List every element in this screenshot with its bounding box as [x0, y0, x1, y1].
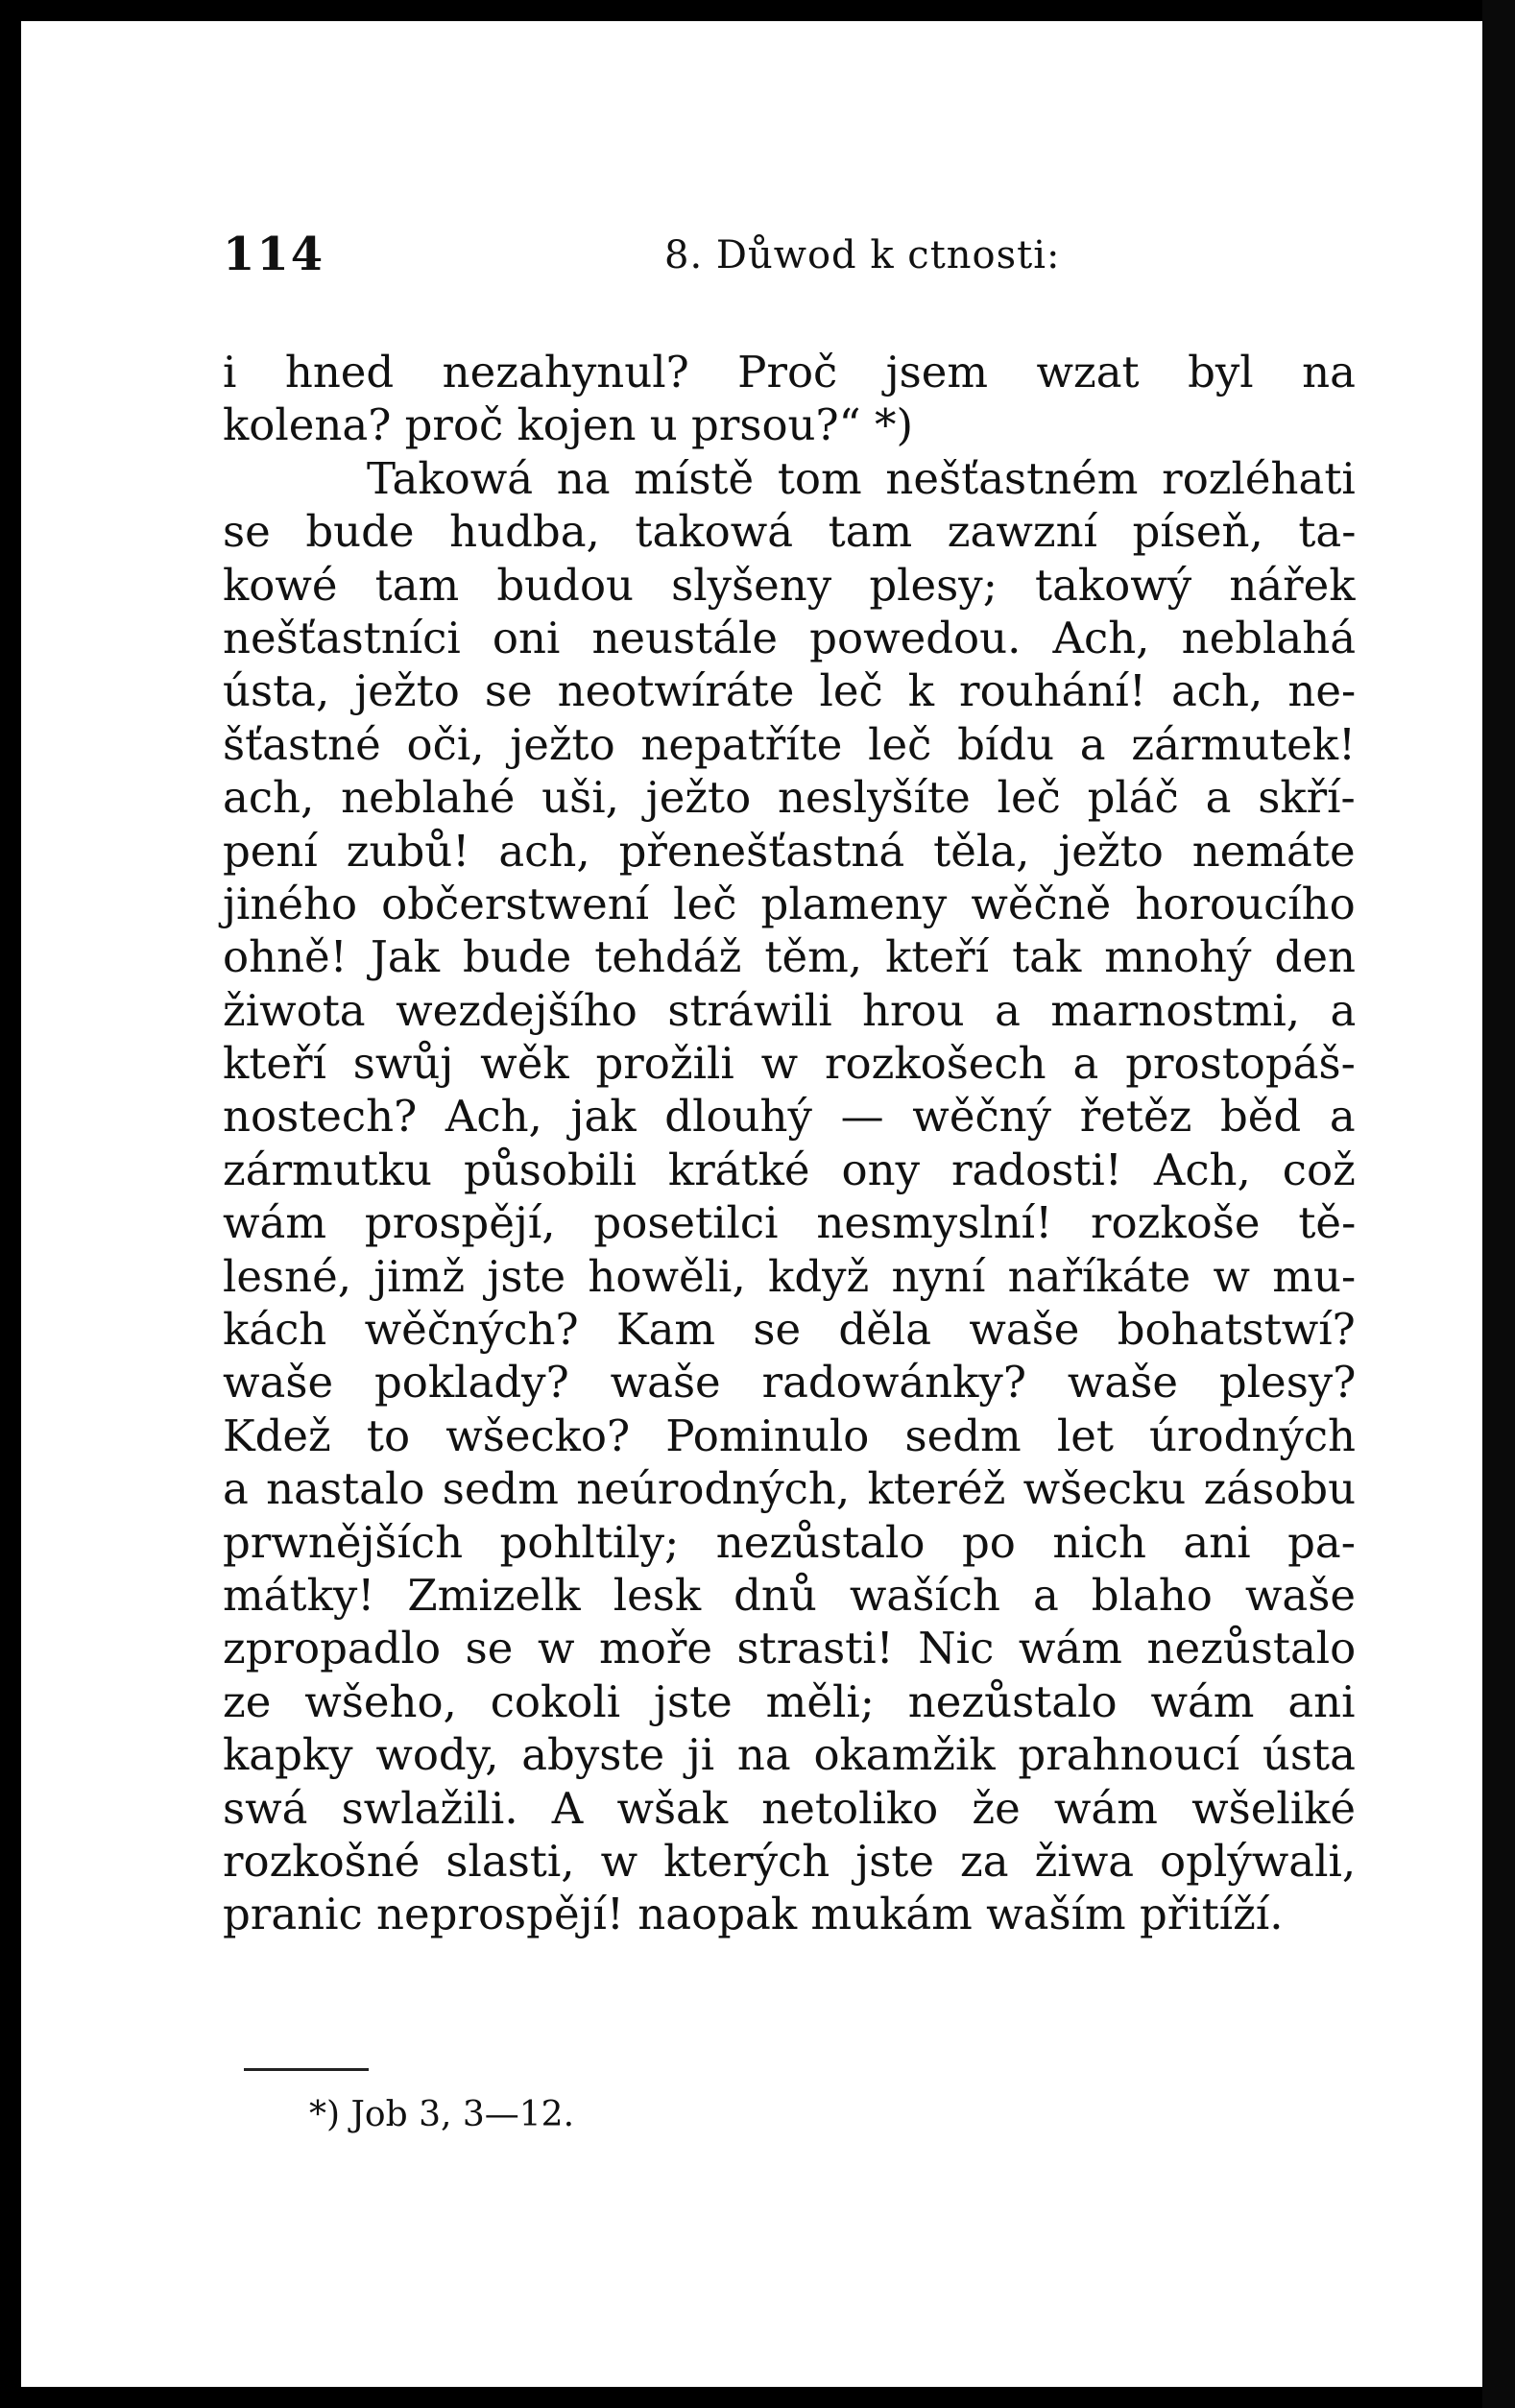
page-header	[223, 228, 1356, 295]
text-line: a nastalo sedm neúrodných, kteréž wšecku zásobu	[223, 1463, 1357, 1515]
text-line: kowé tam budou slyšeny plesy; takowý nářek	[223, 559, 1356, 611]
text-line: prwnějších pohltily; nezůstalo po nich ani pa-	[223, 1516, 1356, 1568]
text-line: lesné, jimž jste howěli, když nyní naříkáte w mu-	[223, 1250, 1357, 1302]
book-page	[21, 21, 1482, 2387]
text-line: žiwota wezdejšího stráwili hrou a marnostmi, a	[223, 984, 1357, 1036]
text-line: waše poklady? waše radowánky? waše plesy?	[223, 1357, 1357, 1409]
text-line: swá swlažili. A wšak netoliko že wám wšeliké	[223, 1782, 1357, 1834]
text-line: zármutku působili krátké ony radosti! Ach, což	[223, 1144, 1356, 1195]
text-line: se bude hudba, takowá tam zawzní píseň, ta-	[223, 506, 1357, 558]
text-line: kapky wody, abyste ji na okamžik prahnoucí ústa	[223, 1729, 1356, 1781]
text-line: pení zubů! ach, přenešťastná těla, ježto nemáte	[223, 825, 1356, 877]
text-line: šťastné oči, ježto nepatříte leč bídu a zármutek!	[223, 718, 1357, 770]
text-line: Takowá na místě tom nešťastném rozléhati	[367, 452, 1356, 504]
scan-edge	[1482, 0, 1515, 2408]
text-line: pranic neprospějí! naopak mukám waším přitíží.	[223, 1889, 1284, 1940]
body-text	[223, 346, 1356, 1941]
text-line: ze wšeho, cokoli jste měli; nezůstalo wám ani	[223, 1675, 1356, 1727]
text-line: rozkošné slasti, w kterých jste za žiwa oplýwali,	[223, 1835, 1357, 1887]
text-line: ohně! Jak bude tehdáž těm, kteří tak mnohý den	[223, 931, 1356, 983]
footnote: *) Job 3, 3—12.	[309, 2095, 575, 2134]
text-line: jiného občerstwení leč plameny wěčně horoucího	[223, 878, 1356, 929]
text-line: kách wěčných? Kam se děla waše bohatstwí?	[223, 1304, 1356, 1356]
page-number: 114	[223, 228, 325, 281]
text-line: nostech? Ach, jak dlouhý — wěčný řetěz běd a	[223, 1091, 1356, 1143]
text-line: zpropadlo se w moře strasti! Nic wám nezůstalo	[223, 1623, 1357, 1674]
text-line: kteří swůj wěk prožili w rozkošech a prostopáš-	[223, 1038, 1356, 1090]
text-line: Kdež to wšecko? Pominulo sedm let úrodných	[223, 1409, 1357, 1461]
text-line: ústa, ježto se neotwíráte leč k rouhání! ach, ne-	[223, 665, 1357, 717]
text-line: nešťastníci oni neustále powedou. Ach, neblahá	[223, 612, 1357, 663]
footnote-rule	[244, 2068, 369, 2071]
text-line: kolena? proč kojen u prsou?“ *)	[223, 399, 914, 451]
text-line: i hned nezahynul? Proč jsem wzat byl na	[223, 347, 1356, 397]
text-line: mátky! Zmizelk lesk dnů waších a blaho waše	[223, 1569, 1356, 1621]
running-head: 8. Důwod k ctnosti:	[664, 233, 1061, 277]
text-line: ach, neblahé uši, ježto neslyšíte leč pláč a skří-	[223, 772, 1356, 824]
text-line: wám prospějí, posetilci nesmyslní! rozkoše tě-	[223, 1197, 1357, 1249]
